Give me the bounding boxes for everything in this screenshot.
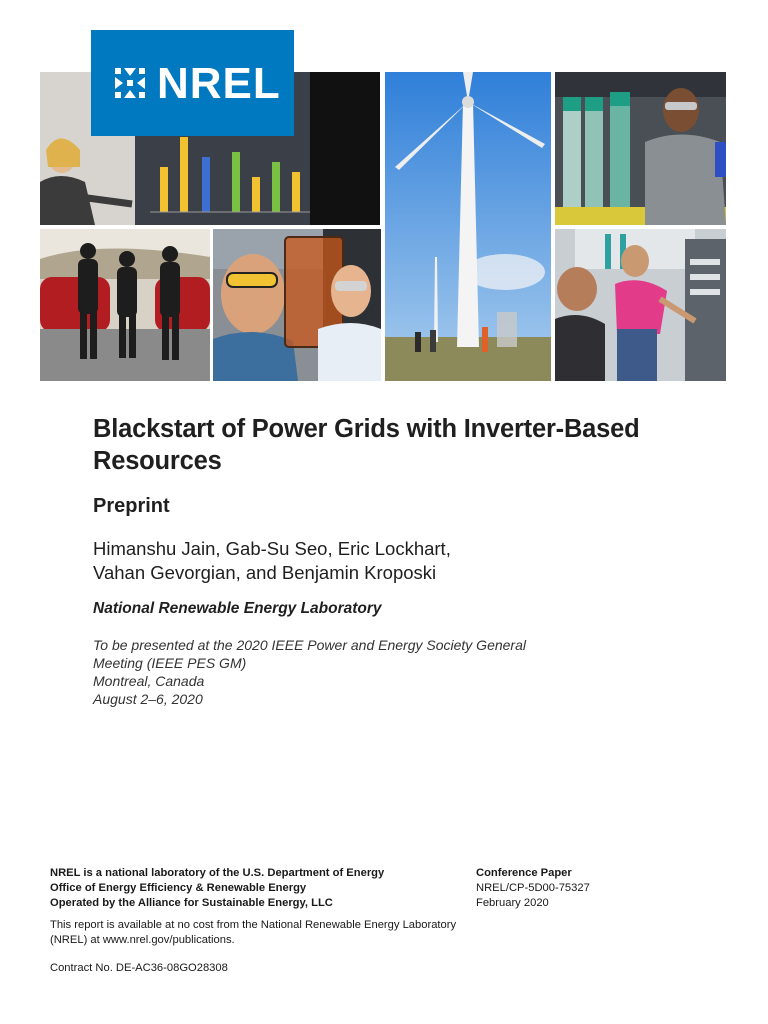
report-date: February 2020 xyxy=(476,897,549,909)
lab-statement-line: Office of Energy Efficiency & Renewable Energy xyxy=(50,882,307,894)
availability-note: This report is available at no cost from the National Renewable Energy Laboratory (NREL) at www.nrel.gov/publications. xyxy=(50,919,457,946)
report-title: Blackstart of Power Grids with Inverter-Based Resources xyxy=(93,415,640,475)
venue-line: To be presented at the 2020 IEEE Power and Energy Society General xyxy=(93,637,526,653)
venue-line: Montreal, Canada xyxy=(93,673,205,689)
venue-line: August 2–6, 2020 xyxy=(93,691,203,707)
photo-wind-turbine xyxy=(385,72,551,381)
contract-number: Contract No. DE-AC36-08GO28308 xyxy=(50,962,228,974)
conference-venue xyxy=(93,636,653,708)
affiliation: National Renewable Energy Laboratory xyxy=(93,600,382,617)
lab-statement-line: Operated by the Alliance for Sustainable Energy, LLC xyxy=(50,897,333,909)
photo-people-with-cars xyxy=(40,229,210,381)
nrel-logo xyxy=(91,30,294,136)
author-list xyxy=(93,537,653,585)
lab-statement-line: NREL is a national laboratory of the U.S. Department of Energy xyxy=(50,867,385,879)
report-type: Conference Paper xyxy=(476,867,572,879)
report-number: NREL/CP-5D00-75327 xyxy=(476,882,590,894)
author-line: Himanshu Jain, Gab-Su Seo, Eric Lockhart, xyxy=(93,538,451,559)
photo-solar-researchers xyxy=(213,229,381,381)
venue-line: Meeting (IEEE PES GM) xyxy=(93,655,247,671)
photo-lab-test-tubes xyxy=(555,72,726,225)
author-line: Vahan Gevorgian, and Benjamin Kroposki xyxy=(93,562,437,583)
nrel-logo-text: NREL xyxy=(157,59,281,108)
report-subtitle: Preprint xyxy=(93,495,170,517)
lab-statement-block xyxy=(50,866,460,976)
photo-lab-equipment xyxy=(555,229,726,381)
report-info-block xyxy=(476,866,676,911)
